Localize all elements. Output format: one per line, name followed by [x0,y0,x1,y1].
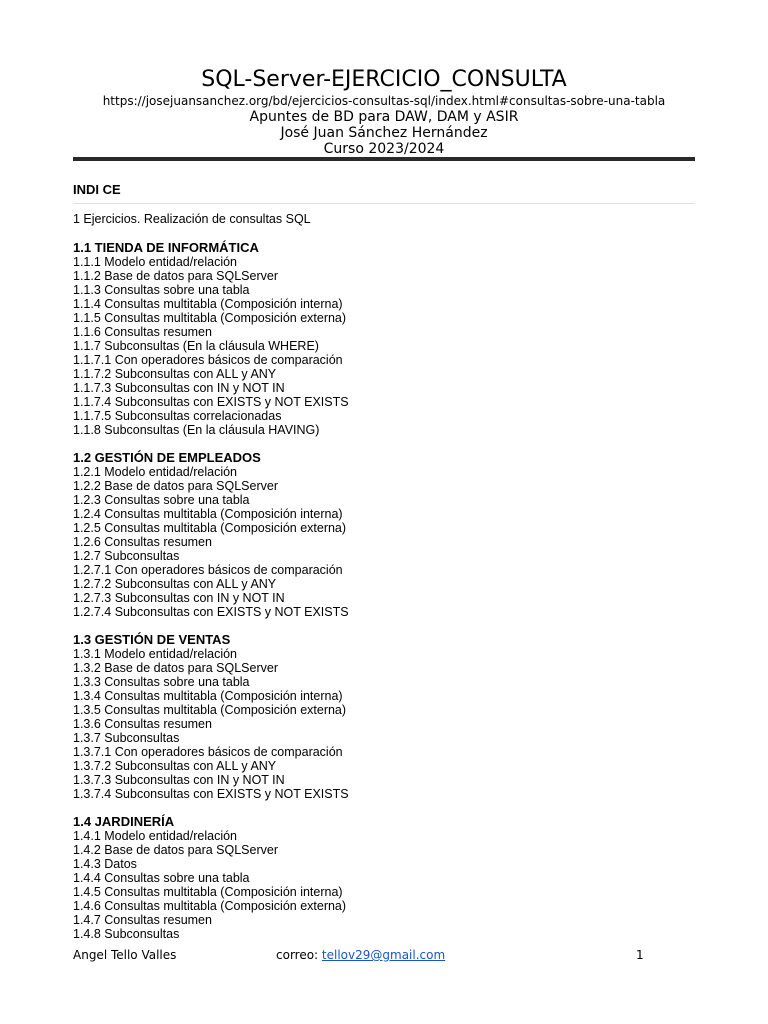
toc-entry[interactable]: 1.1.7.2 Subconsultas con ALL y ANY [73,367,277,381]
toc-entry[interactable]: 1.4.6 Consultas multitabla (Composición externa) [73,899,347,913]
toc-entry[interactable]: 1.4.3 Datos [73,857,137,871]
source-url: https://josejuansanchez.org/bd/ejercicios-consultas-sql/index.html#consultas-sobre-una-tabla [102,94,666,108]
toc-section-heading[interactable]: 1.2 GESTIÓN DE EMPLEADOS [73,450,261,465]
table-of-contents [73,212,695,954]
toc-entry[interactable]: 1.1.7.3 Subconsultas con IN y NOT IN [73,381,285,395]
toc-entry[interactable]: 1.1.7.4 Subconsultas con EXISTS y NOT EXISTS [73,395,349,409]
footer-author: Angel Tello Valles [73,948,177,962]
toc-entry[interactable]: 1.3.7.4 Subconsultas con EXISTS y NOT EXISTS [73,787,349,801]
document-title: SQL-Server-EJERCICIO_CONSULTA [201,67,567,92]
document-subtitle: Apuntes de BD para DAW, DAM y ASIR [249,109,519,125]
toc-section-heading[interactable]: 1.4 JARDINERÍA [73,814,175,829]
toc-entry[interactable]: 1.1.6 Consultas resumen [73,325,212,339]
toc-entry[interactable]: 1.1.5 Consultas multitabla (Composición externa) [73,311,347,325]
toc-entry[interactable]: 1.2.3 Consultas sobre una tabla [73,493,250,507]
footer-mail-label: correo: [276,948,322,962]
index-heading: INDI CE [73,182,121,197]
document-author: José Juan Sánchez Hernández [280,125,488,141]
toc-entry[interactable]: 1.4.1 Modelo entidad/relación [73,829,238,843]
toc-entry[interactable]: 1.3.7.2 Subconsultas con ALL y ANY [73,759,277,773]
page-number: 1 [636,948,644,962]
email-link[interactable]: tellov29@gmail.com [321,948,446,962]
index-divider [73,203,695,204]
toc-section-heading[interactable]: 1.1 TIENDA DE INFORMÁTICA [73,240,259,255]
toc-entry[interactable]: 1.3.1 Modelo entidad/relación [73,647,238,661]
toc-entry[interactable]: 1.3.6 Consultas resumen [73,717,212,731]
toc-entry[interactable]: 1.3.5 Consultas multitabla (Composición externa) [73,703,347,717]
toc-entry[interactable]: 1.3.7.3 Subconsultas con IN y NOT IN [73,773,285,787]
toc-section [73,450,695,619]
toc-entry[interactable]: 1.4.4 Consultas sobre una tabla [73,871,250,885]
toc-section-heading[interactable]: 1.3 GESTIÓN DE VENTAS [73,632,231,647]
footer-mail [276,948,445,962]
toc-entry[interactable]: 1.2.7.4 Subconsultas con EXISTS y NOT EXISTS [73,605,349,619]
toc-entry[interactable]: 1.2.5 Consultas multitabla (Composición externa) [73,521,347,535]
toc-entry[interactable]: 1.3.4 Consultas multitabla (Composición interna) [73,689,343,703]
header-divider [73,157,695,161]
toc-entry[interactable]: 1.2.7 Subconsultas [73,549,180,563]
toc-section [73,240,695,437]
document-course: Curso 2023/2024 [323,141,445,157]
toc-entry[interactable]: 1.1.7 Subconsultas (En la cláusula WHERE) [73,339,319,353]
toc-entry[interactable]: 1.4.5 Consultas multitabla (Composición interna) [73,885,343,899]
toc-entry[interactable]: 1.2.1 Modelo entidad/relación [73,465,238,479]
document-header [73,66,695,157]
toc-entry[interactable]: 1.3.7 Subconsultas [73,731,180,745]
toc-entry[interactable]: 1.4.8 Subconsultas [73,927,180,941]
toc-entry[interactable]: 1.2.7.1 Con operadores básicos de comparación [73,563,343,577]
toc-section [73,814,695,941]
toc-entry[interactable]: 1.1.2 Base de datos para SQLServer [73,269,278,283]
toc-entry[interactable]: 1.2.2 Base de datos para SQLServer [73,479,278,493]
toc-entry[interactable]: 1.1.3 Consultas sobre una tabla [73,283,250,297]
page-footer [73,948,643,964]
toc-entry[interactable]: 1.4.2 Base de datos para SQLServer [73,843,278,857]
toc-entry[interactable]: 1.3.7.1 Con operadores básicos de comparación [73,745,343,759]
toc-entry[interactable]: 1.3.3 Consultas sobre una tabla [73,675,250,689]
toc-section [73,632,695,801]
toc-entry[interactable]: 1.1.1 Modelo entidad/relación [73,255,238,269]
toc-entry[interactable]: 1.1.4 Consultas multitabla (Composición interna) [73,297,343,311]
toc-entry[interactable]: 1.2.6 Consultas resumen [73,535,212,549]
toc-entry[interactable]: 1.1.8 Subconsultas (En la cláusula HAVING) [73,423,320,437]
toc-entry[interactable]: 1.2.7.3 Subconsultas con IN y NOT IN [73,591,285,605]
toc-intro: 1 Ejercicios. Realización de consultas SQL [73,212,311,226]
toc-entry[interactable]: 1.1.7.5 Subconsultas correlacionadas [73,409,282,423]
toc-entry[interactable]: 1.2.4 Consultas multitabla (Composición interna) [73,507,343,521]
toc-entry[interactable]: 1.3.2 Base de datos para SQLServer [73,661,278,675]
toc-entry[interactable]: 1.4.7 Consultas resumen [73,913,212,927]
toc-entry[interactable]: 1.2.7.2 Subconsultas con ALL y ANY [73,577,277,591]
toc-entry[interactable]: 1.1.7.1 Con operadores básicos de comparación [73,353,343,367]
